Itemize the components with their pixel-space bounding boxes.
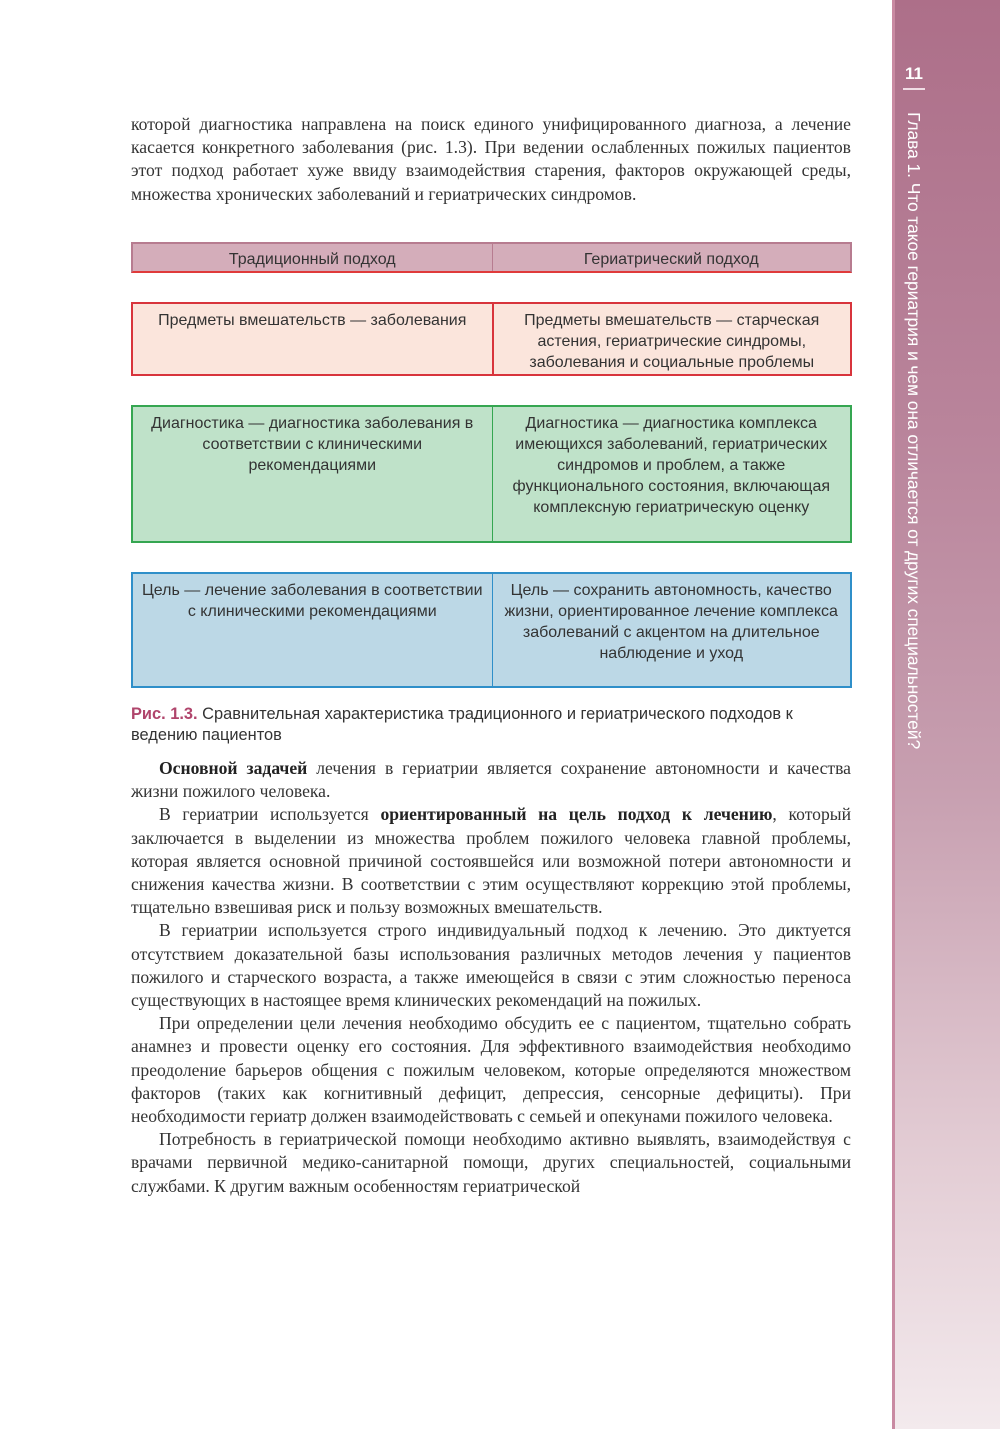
figure-row-subjects	[131, 302, 852, 376]
figure-caption-text: Сравнительная характеристика традиционного и гериатрического подходов к ведению пациентов	[131, 705, 793, 744]
figure-header-row	[131, 242, 852, 273]
figure-row-goal	[131, 572, 852, 688]
intro-paragraph-block	[131, 113, 851, 206]
diagnostics-geriatric: Диагностика — диагностика комплекса имеющихся заболеваний, гериатрических синдромов и проблем, а также функционального состояния, включающая комплексную гериатрическую оценку	[492, 407, 851, 541]
page-number: 11	[905, 64, 923, 83]
figure-row-diagnostics	[131, 405, 852, 543]
running-chapter-title: Глава 1. Что такое гериатрия и чем она отличается от других специальностей?	[904, 112, 924, 750]
subjects-traditional: Предметы вмешательств — заболевания	[158, 312, 467, 329]
paragraph-patient-communication: При определении цели лечения необходимо обсудить ее с пациентом, тщательно собрать анамнез и провести оценку его состояния. Для эффективного взаимодействия необходимо преодоление барьеров общения с пожилым человеком, которые определяются множеством факторов (таких как когнитивный дефицит, депрессия, сенсорные дефициты). При необходимости гериатр должен взаимодействовать с семьей и опекунами пожилого человека.	[131, 1013, 851, 1127]
paragraph-goal-oriented-start: В гериатрии используется	[159, 804, 381, 825]
goal-traditional: Цель — лечение заболевания в соответствии с клиническими рекомендациями	[141, 582, 483, 620]
paragraph-main-goal	[131, 757, 851, 803]
paragraph-goal-oriented	[131, 803, 851, 919]
paragraph-care-need: Потребность в гериатрической помощи необходимо активно выявлять, взаимодействуя с врачами первичной медико-санитарной помощи, других специальностей, социальными службами. К другим важным особенностям гериатрической	[131, 1129, 851, 1196]
body-text	[131, 757, 851, 1198]
intro-paragraph: которой диагностика направлена на поиск единого унифицированного диагноза, а лечение касается конкретного заболевания (рис. 1.3). При ведении ослабленных пожилых пациентов этот подход работает хуже ввиду взаимодействия старения, факторов окружающей среды, множества хронических заболеваний и гериатрических синдромов.	[131, 114, 851, 204]
figure-caption-label: Рис. 1.3.	[131, 705, 198, 723]
header-geriatric: Гериатрический подход	[492, 244, 851, 271]
goal-geriatric: Цель — сохранить автономность, качество жизни, ориентированное лечение комплекса заболеваний с акцентом на длительное наблюдение и уход	[492, 574, 851, 686]
paragraph-individual-approach: В гериатрии используется строго индивидуальный подход к лечению. Это диктуется отсутствием доказательной базы использования различных методов лечения у пациентов пожилого и старческого возраста, а также имеющейся в связи с этим сложностью переноса существующих в настоящее время клинических рекомендаций на пожилых.	[131, 920, 851, 1011]
term-main-goal: Основной задачей	[159, 758, 308, 778]
paragraph-goal-oriented-text: , который заключается в выделении из множества проблем пожилого человека главной проблемы, которая является основной причиной состоявшейся или возможной потери автономности и снижения качества жизни. В соответствии с этим осуществляют коррекцию этой проблемы, тщательно взвешивая риск и пользу возможных вмешательств.	[131, 804, 851, 918]
paragraph-main-goal-text: лечения в гериатрии является сохранение автономности и качества жизни пожилого человека.	[131, 758, 851, 802]
subjects-geriatric: Предметы вмешательств — старческая астения, гериатрические синдромы, заболевания и социальные проблемы	[492, 304, 851, 374]
term-goal-oriented-approach: ориентированный на цель подход к лечению	[380, 804, 773, 825]
header-traditional: Традиционный подход	[228, 251, 396, 268]
diagnostics-traditional: Диагностика — диагностика заболевания в соответствии с клиническими рекомендациями	[151, 415, 474, 474]
figure-caption	[131, 704, 853, 746]
page-number-divider	[903, 88, 925, 90]
